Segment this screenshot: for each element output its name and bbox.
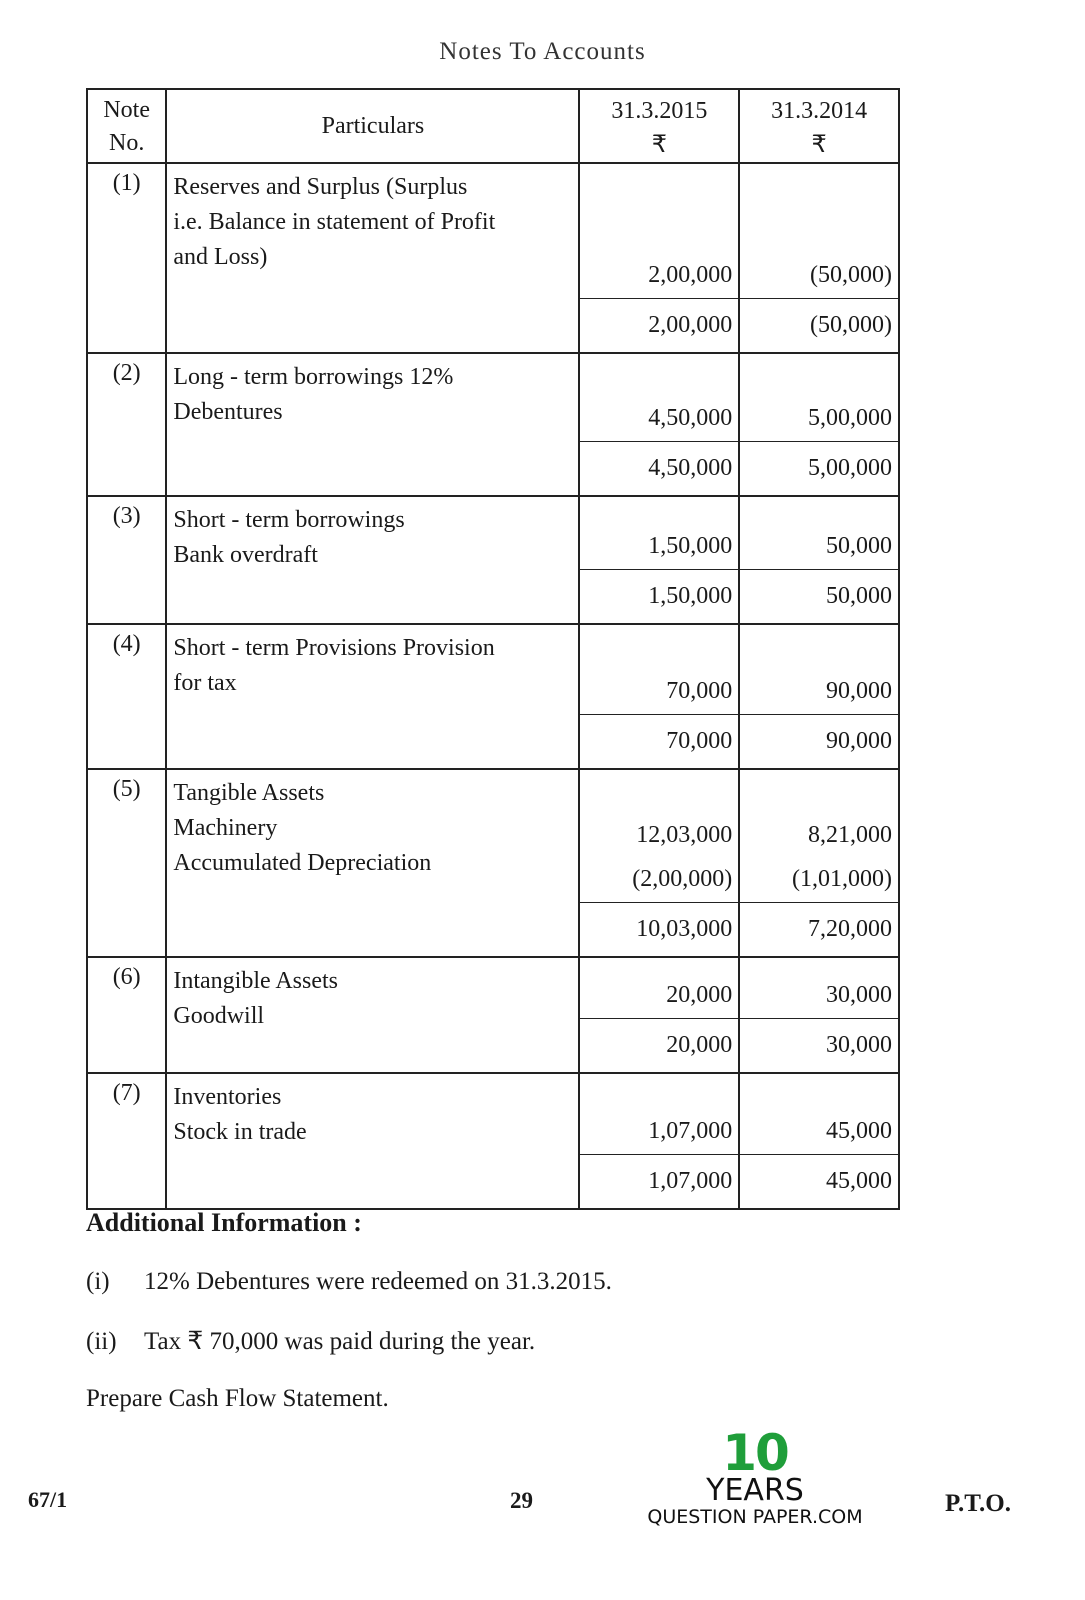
amount-cell-2014 <box>739 1073 899 1209</box>
info-item-index: (ii) <box>86 1328 117 1355</box>
particulars-cell <box>166 624 579 769</box>
amount-value: 70,000 <box>666 678 733 704</box>
amount-cell-2015 <box>579 769 739 957</box>
total-value: 5,00,000 <box>808 455 892 481</box>
amount-value: 90,000 <box>826 678 892 704</box>
notes-to-accounts-table <box>86 88 900 1210</box>
particulars-line: Machinery <box>173 815 278 841</box>
particulars-line: Tangible Assets <box>173 780 325 806</box>
subtotal-rule <box>580 1018 738 1019</box>
note-number: (4) <box>87 624 166 769</box>
particulars-line: Inventories <box>173 1084 282 1110</box>
note-number: (7) <box>87 1073 166 1209</box>
particulars-line: and Loss) <box>173 244 268 270</box>
particulars-cell <box>166 1073 579 1209</box>
logo-number: 10 <box>722 1424 788 1482</box>
total-value: 20,000 <box>666 1032 733 1058</box>
header-no-line: No. <box>109 130 145 156</box>
info-item-text: 12% Debentures were redeemed on 31.3.2015. <box>144 1268 612 1295</box>
total-value: (50,000) <box>810 312 892 338</box>
amount-value: (50,000) <box>810 262 892 288</box>
particulars-line: Debentures <box>173 399 283 425</box>
subtotal-rule <box>580 714 738 715</box>
instruction-text: Prepare Cash Flow Statement. <box>86 1385 389 1412</box>
amount-value: 1,50,000 <box>648 533 733 559</box>
amount-value: (1,01,000) <box>792 866 892 892</box>
amount-value: 1,07,000 <box>648 1118 733 1144</box>
amount-cell-2015 <box>579 1073 739 1209</box>
amount-cell-2015 <box>579 957 739 1073</box>
page-heading: Notes To Accounts <box>439 38 646 65</box>
subtotal-rule <box>740 1018 898 1019</box>
subtotal-rule <box>740 714 898 715</box>
amount-value: 30,000 <box>826 982 892 1008</box>
header-year-label: 31.3.2014 <box>771 98 868 124</box>
particulars-line: Short - term Provisions Provision <box>173 635 495 661</box>
subtotal-rule <box>740 1154 898 1155</box>
header-currency: ₹ <box>651 132 667 158</box>
subtotal-rule <box>580 902 738 903</box>
amount-value: 45,000 <box>826 1118 892 1144</box>
amount-cell-2014 <box>739 353 899 496</box>
particulars-line: for tax <box>173 670 237 696</box>
header-particulars: Particulars <box>166 89 579 163</box>
table-row <box>87 496 899 624</box>
particulars-line: Goodwill <box>173 1003 265 1029</box>
amount-value: (2,00,000) <box>632 866 733 892</box>
header-year-2015 <box>579 89 739 163</box>
total-value: 70,000 <box>666 728 733 754</box>
header-currency: ₹ <box>811 132 827 158</box>
amount-cell-2015 <box>579 496 739 624</box>
logo-site-name: QUESTION PAPER.COM <box>647 1506 863 1528</box>
table-row <box>87 163 899 353</box>
header-note-no <box>87 89 166 163</box>
total-value: 4,50,000 <box>648 455 733 481</box>
note-number: (1) <box>87 163 166 353</box>
info-item-text: Tax ₹ 70,000 was paid during the year. <box>144 1328 536 1355</box>
subtotal-rule <box>580 441 738 442</box>
particulars-line: Long - term borrowings 12% <box>173 364 454 390</box>
amount-value: 2,00,000 <box>648 262 733 288</box>
notes-body <box>87 163 899 1209</box>
info-item-index: (i) <box>86 1268 110 1295</box>
pto-label: P.T.O. <box>945 1490 1011 1517</box>
amount-cell-2014 <box>739 496 899 624</box>
amount-cell-2015 <box>579 624 739 769</box>
note-number: (5) <box>87 769 166 957</box>
table-row <box>87 957 899 1073</box>
particulars-line: Intangible Assets <box>173 968 339 994</box>
amount-value: 8,21,000 <box>808 822 892 848</box>
particulars-cell <box>166 769 579 957</box>
total-value: 30,000 <box>826 1032 892 1058</box>
particulars-line: Reserves and Surplus (Surplus <box>173 174 468 200</box>
subtotal-rule <box>740 298 898 299</box>
subtotal-rule <box>580 298 738 299</box>
additional-info-title: Additional Information : <box>86 1208 362 1237</box>
table-header-row <box>87 89 899 163</box>
particulars-cell <box>166 163 579 353</box>
particulars-line: Stock in trade <box>173 1119 307 1145</box>
particulars-cell <box>166 496 579 624</box>
site-logo <box>630 1424 880 1528</box>
amount-cell-2015 <box>579 163 739 353</box>
amount-cell-2014 <box>739 624 899 769</box>
header-note-line: Note <box>103 97 150 123</box>
total-value: 50,000 <box>826 583 892 609</box>
subtotal-rule <box>740 441 898 442</box>
total-value: 7,20,000 <box>808 916 892 942</box>
total-value: 2,00,000 <box>648 312 733 338</box>
header-year-2014 <box>739 89 899 163</box>
info-item-2 <box>86 1326 535 1356</box>
note-number: (6) <box>87 957 166 1073</box>
logo-word: YEARS <box>706 1473 804 1508</box>
subtotal-rule <box>740 902 898 903</box>
paper-code: 67/1 <box>28 1487 68 1512</box>
particulars-line: Bank overdraft <box>173 542 318 568</box>
note-number: (2) <box>87 353 166 496</box>
table-row <box>87 1073 899 1209</box>
particulars-line: Short - term borrowings <box>173 507 405 533</box>
info-item-1 <box>86 1268 612 1296</box>
table-row <box>87 769 899 957</box>
particulars-cell <box>166 957 579 1073</box>
total-value: 45,000 <box>826 1168 892 1194</box>
particulars-cell <box>166 353 579 496</box>
particulars-line: Accumulated Depreciation <box>173 850 432 876</box>
subtotal-rule <box>580 1154 738 1155</box>
subtotal-rule <box>580 569 738 570</box>
page-number: 29 <box>510 1488 533 1513</box>
amount-value: 20,000 <box>666 982 733 1008</box>
particulars-line: i.e. Balance in statement of Profit <box>173 209 496 235</box>
amount-cell-2014 <box>739 769 899 957</box>
subtotal-rule <box>740 569 898 570</box>
amount-cell-2014 <box>739 957 899 1073</box>
header-year-label: 31.3.2015 <box>611 98 708 124</box>
total-value: 90,000 <box>826 728 892 754</box>
total-value: 10,03,000 <box>636 916 733 942</box>
amount-value: 50,000 <box>826 533 892 559</box>
amount-value: 4,50,000 <box>648 405 733 431</box>
total-value: 1,07,000 <box>648 1168 733 1194</box>
note-number: (3) <box>87 496 166 624</box>
table-row <box>87 624 899 769</box>
amount-value: 5,00,000 <box>808 405 892 431</box>
amount-cell-2014 <box>739 163 899 353</box>
amount-cell-2015 <box>579 353 739 496</box>
total-value: 1,50,000 <box>648 583 733 609</box>
table-row <box>87 353 899 496</box>
amount-value: 12,03,000 <box>636 822 733 848</box>
